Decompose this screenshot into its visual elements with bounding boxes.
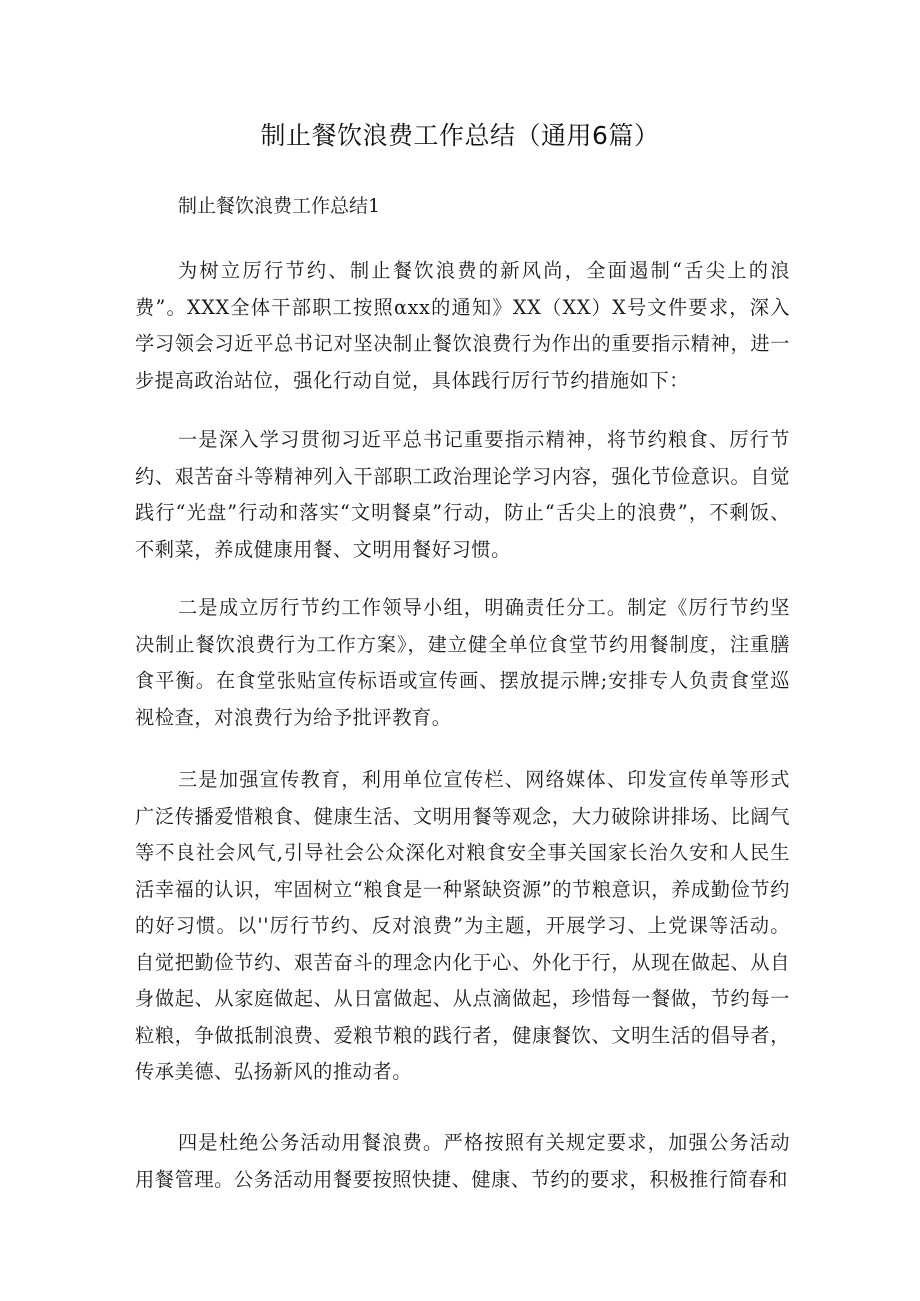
paragraph-measure-1: 一是深入学习贯彻习近平总书记重要指示精神，将节约粮食、厉行节约、艰苦奋斗等精神列入干部职工政治理论学习内容，强化节俭意识。自觉践行“光盘”行动和落实“文明餐桌”行动，防止“舌尖上的浪费”，不剩饭、不剩菜，养成健康用餐、文明用餐好习惯。 [135,428,790,561]
paragraph-intro: 为树立厉行节约、制止餐饮浪费的新风尚，全面遏制“舌尖上的浪费”。XXX全体干部职工按照αxx的通知》XX（XX）X号文件要求，深入学习领会习近平总书记对坚决制止餐饮浪费行为作出的重要指示精神，进一步提高政治站位，强化行动自觉，具体践行厉行节约措施如下： [135,259,790,392]
paragraph-measure-2: 二是成立厉行节约工作领导小组，明确责任分工。制定《厉行节约坚决制止餐饮浪费行为工作方案》，建立健全单位食堂节约用餐制度，注重膳食平衡。在食堂张贴宣传标语或宣传画、摆放提示牌;安排专人负责食堂巡视检查，对浪费行为给予批评教育。 [135,596,790,729]
section-heading: 制止餐饮浪费工作总结1 [178,195,381,217]
paragraph-measure-3: 三是加强宣传教育，利用单位宣传栏、网络媒体、印发宣传单等形式广泛传播爱惜粮食、健康生活、文明用餐等观念，大力破除讲排场、比阔气等不良社会风气,引导社会公众深化对粮食安全事关国家长治久安和人民生活幸福的认识，牢固树立“粮食是一种紧缺资源”的节粮意识，养成勤俭节约的好习惯。以''厉行节约、反对浪费”为主题，开展学习、上党课等活动。自觉把勤俭节约、艰苦奋斗的理念内化于心、外化于行，从现在做起、从自身做起、从家庭做起、从日富做起、从点滴做起，珍惜每一餐做，节约每一粒粮，争做抵制浪费、爱粮节粮的践行者，健康餐饮、文明生活的倡导者，传承美德、弘扬新风的推动者。 [135,768,790,1083]
document-title: 制止餐饮浪费工作总结（通用6篇） [260,121,660,150]
paragraph-measure-4: 四是杜绝公务活动用餐浪费。严格按照有关规定要求，加强公务活动用餐管理。公务活动用餐要按照快捷、健康、节约的要求，积极推行简春和 [135,1131,790,1191]
